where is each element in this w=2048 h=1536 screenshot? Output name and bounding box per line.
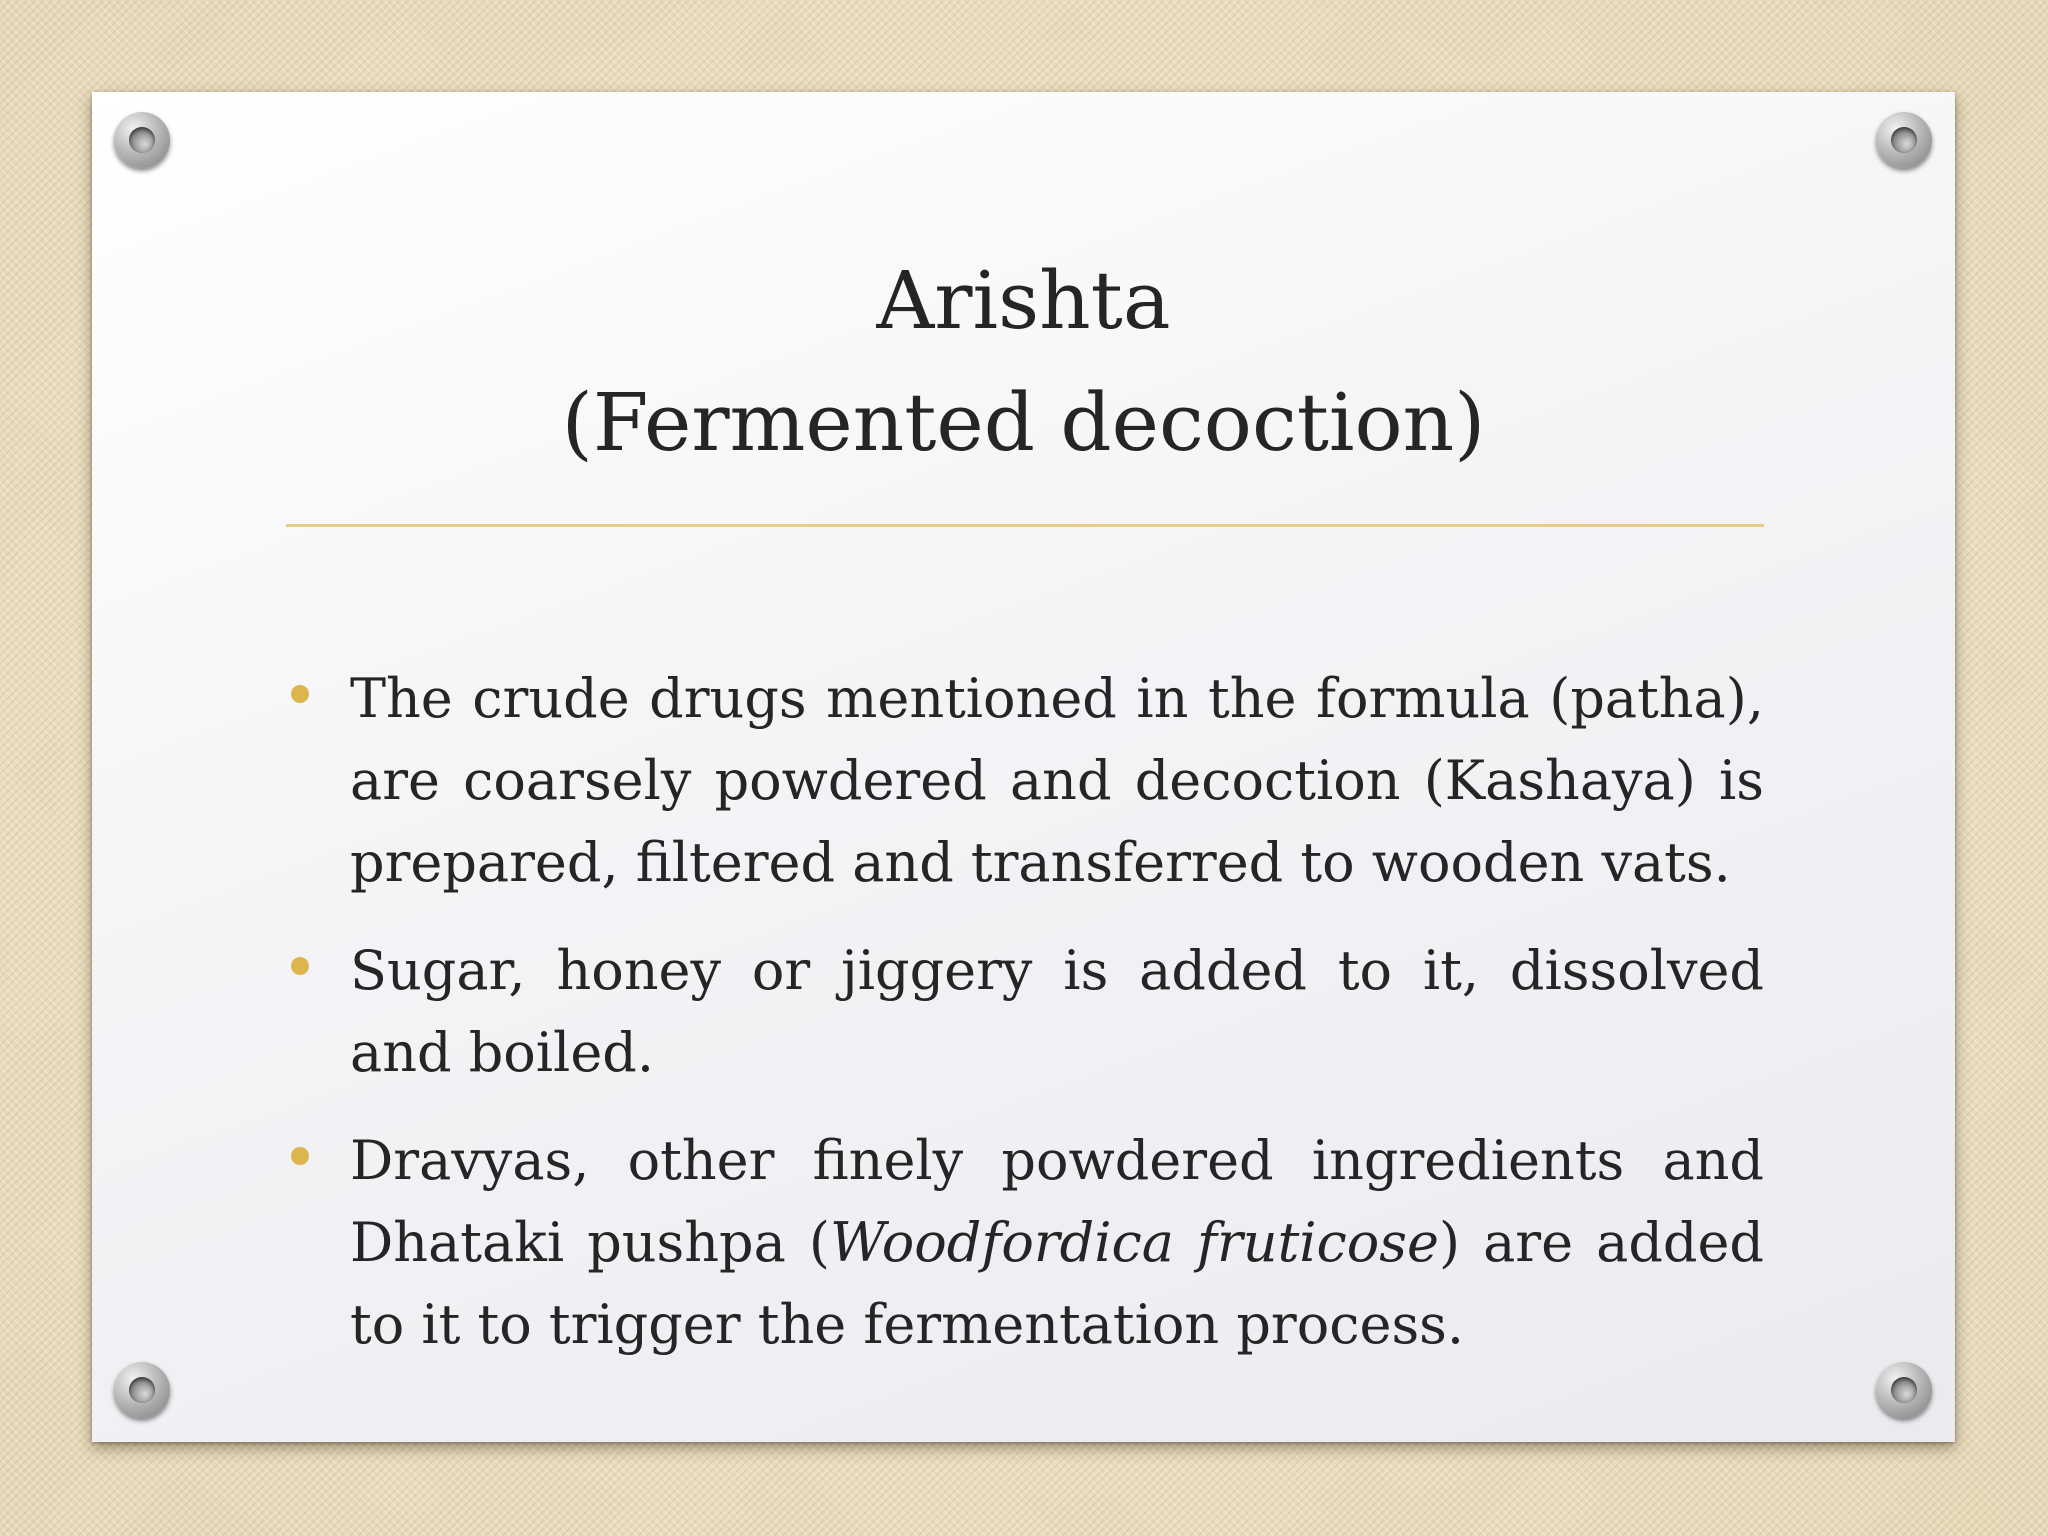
bullet-text xyxy=(350,1129,1764,1356)
bullet-dot-icon xyxy=(291,1147,309,1165)
bullet-text: Sugar, honey or jiggery is added to it, dissolved and boiled. xyxy=(350,939,1764,1084)
grommet-icon xyxy=(1876,1362,1932,1418)
bullet-item xyxy=(286,1120,1764,1366)
bullet-text-part: Dravyas, other finely powdered ingredients and Dhataki pushpa ( xyxy=(350,1129,1764,1274)
bullet-dot-icon xyxy=(291,685,309,703)
title-divider xyxy=(286,524,1764,527)
bullet-item xyxy=(286,658,1764,904)
bullet-item xyxy=(286,930,1764,1094)
grommet-icon xyxy=(114,112,170,168)
slide-title xyxy=(92,240,1955,484)
slide-title-line-2: (Fermented decoction) xyxy=(561,376,1486,469)
bullet-text-part: ) are added to it to trigger the fermentation process. xyxy=(350,1211,1764,1356)
grommet-icon xyxy=(1876,112,1932,168)
bullet-dot-icon xyxy=(291,957,309,975)
slide-title-line-1: Arishta xyxy=(876,254,1171,347)
grommet-icon xyxy=(114,1362,170,1418)
botanical-name: Woodfordica fruticose xyxy=(829,1211,1439,1274)
bullet-text: The crude drugs mentioned in the formula (patha), are coarsely powdered and decoction (Kashaya) is prepared, filtered and transferred to wooden vats. xyxy=(350,667,1764,894)
slide-card xyxy=(92,92,1955,1442)
bullet-list xyxy=(286,658,1764,1392)
